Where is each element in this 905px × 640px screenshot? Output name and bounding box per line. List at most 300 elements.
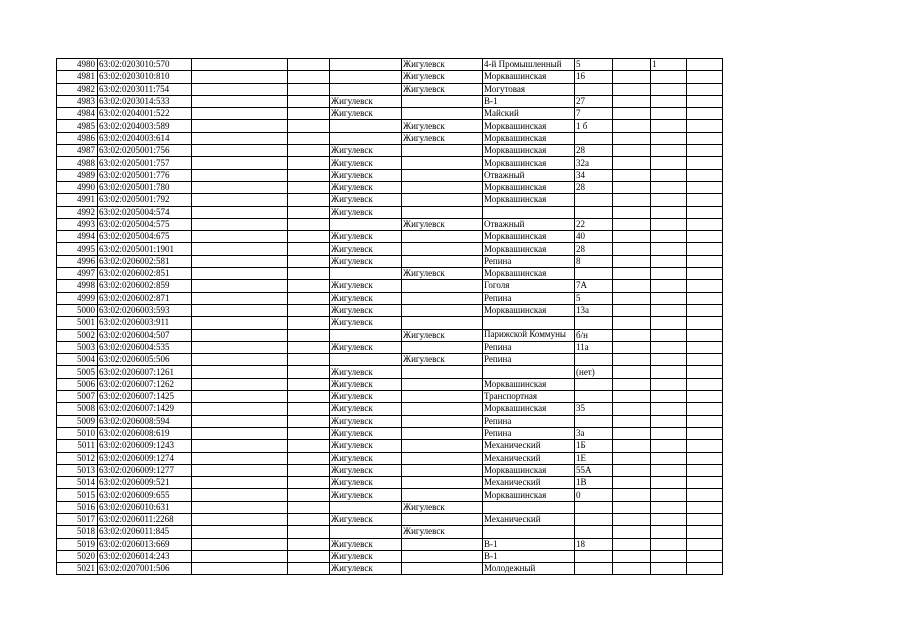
cell-row-number[interactable]: 5002 [57, 329, 98, 341]
cell-row-number[interactable]: 5017 [57, 513, 98, 525]
cell-cadastral-number[interactable]: 63:02:0206009:655 [98, 489, 192, 501]
cell-city-b[interactable] [402, 452, 483, 464]
cell-col-11[interactable] [687, 83, 723, 95]
cell-cadastral-number[interactable]: 63:02:0205004:574 [98, 206, 192, 218]
cell-col-9[interactable] [613, 403, 651, 415]
cell-city-b[interactable] [402, 280, 483, 292]
cell-city-a[interactable]: Жигулевск [330, 489, 402, 501]
cell-cadastral-number[interactable]: 63:02:0205001:776 [98, 169, 192, 181]
cell-row-number[interactable]: 4999 [57, 292, 98, 304]
cell-city-b[interactable] [402, 157, 483, 169]
cell-col-9[interactable] [613, 218, 651, 230]
cell-house-number[interactable] [575, 378, 613, 390]
cell-col-11[interactable] [687, 108, 723, 120]
cell-city-b[interactable] [402, 255, 483, 267]
cell-city-a[interactable]: Жигулевск [330, 366, 402, 378]
cell-city-a[interactable] [330, 120, 402, 132]
cell-col-4[interactable] [288, 501, 330, 513]
cell-city-a[interactable] [330, 71, 402, 83]
cell-col-3[interactable] [192, 341, 288, 353]
cell-cadastral-number[interactable]: 63:02:0206011:845 [98, 526, 192, 538]
cell-col-4[interactable] [288, 489, 330, 501]
cell-city-b[interactable]: Жигулевск [402, 329, 483, 341]
cell-row-number[interactable]: 4990 [57, 181, 98, 193]
cell-house-number[interactable] [575, 501, 613, 513]
cell-house-number[interactable] [575, 132, 613, 144]
cell-house-number[interactable] [575, 354, 613, 366]
cell-cadastral-number[interactable]: 63:02:0204003:589 [98, 120, 192, 132]
cell-city-b[interactable]: Жигулевск [402, 268, 483, 280]
cell-col-3[interactable] [192, 218, 288, 230]
cell-street[interactable]: Морквашинская [483, 268, 575, 280]
cell-col-3[interactable] [192, 181, 288, 193]
cell-row-number[interactable]: 4986 [57, 132, 98, 144]
cell-cadastral-number[interactable]: 63:02:0206002:871 [98, 292, 192, 304]
cell-col-10[interactable] [651, 341, 687, 353]
cell-col-11[interactable] [687, 157, 723, 169]
cell-cadastral-number[interactable]: 63:02:0204001:522 [98, 108, 192, 120]
cell-city-b[interactable]: Жигулевск [402, 218, 483, 230]
cell-street[interactable]: Молодежный [483, 563, 575, 575]
cell-col-9[interactable] [613, 452, 651, 464]
cell-row-number[interactable]: 5016 [57, 501, 98, 513]
cell-city-b[interactable] [402, 378, 483, 390]
cell-col-3[interactable] [192, 513, 288, 525]
cell-row-number[interactable]: 4998 [57, 280, 98, 292]
cell-street[interactable]: Майский [483, 108, 575, 120]
cell-col-9[interactable] [613, 255, 651, 267]
cell-city-b[interactable] [402, 366, 483, 378]
cell-col-9[interactable] [613, 206, 651, 218]
cell-col-3[interactable] [192, 145, 288, 157]
cell-row-number[interactable]: 4989 [57, 169, 98, 181]
cell-street[interactable]: Репина [483, 341, 575, 353]
cell-city-a[interactable] [330, 59, 402, 71]
cell-cadastral-number[interactable]: 63:02:0206009:1243 [98, 440, 192, 452]
cell-street[interactable]: Морквашинская [483, 145, 575, 157]
cell-house-number[interactable]: 16 [575, 71, 613, 83]
cell-col-10[interactable] [651, 513, 687, 525]
cell-house-number[interactable]: 28 [575, 243, 613, 255]
cell-city-b[interactable] [402, 95, 483, 107]
cell-house-number[interactable]: 55А [575, 464, 613, 476]
cell-street[interactable] [483, 317, 575, 329]
cell-house-number[interactable] [575, 194, 613, 206]
cell-row-number[interactable]: 4995 [57, 243, 98, 255]
cell-col-10[interactable] [651, 157, 687, 169]
cell-col-10[interactable] [651, 292, 687, 304]
cell-col-3[interactable] [192, 268, 288, 280]
cell-row-number[interactable]: 4983 [57, 95, 98, 107]
cell-house-number[interactable]: 28 [575, 145, 613, 157]
cell-col-9[interactable] [613, 120, 651, 132]
cell-col-10[interactable] [651, 464, 687, 476]
cell-col-3[interactable] [192, 489, 288, 501]
cell-col-9[interactable] [613, 341, 651, 353]
cell-house-number[interactable]: 5 [575, 292, 613, 304]
cell-house-number[interactable]: 28 [575, 181, 613, 193]
cell-col-11[interactable] [687, 341, 723, 353]
cell-col-4[interactable] [288, 231, 330, 243]
cell-col-10[interactable] [651, 538, 687, 550]
cell-cadastral-number[interactable]: 63:02:0206008:619 [98, 427, 192, 439]
cell-street[interactable]: Морквашинская [483, 464, 575, 476]
cell-house-number[interactable]: 34 [575, 169, 613, 181]
cell-col-11[interactable] [687, 452, 723, 464]
cell-cadastral-number[interactable]: 63:02:0207001:506 [98, 563, 192, 575]
cell-col-4[interactable] [288, 354, 330, 366]
cell-col-10[interactable] [651, 194, 687, 206]
cell-col-11[interactable] [687, 280, 723, 292]
cell-col-11[interactable] [687, 489, 723, 501]
cell-cadastral-number[interactable]: 63:02:0206010:631 [98, 501, 192, 513]
cell-house-number[interactable] [575, 563, 613, 575]
cell-col-9[interactable] [613, 292, 651, 304]
cell-street[interactable]: Механический [483, 513, 575, 525]
cell-city-b[interactable] [402, 427, 483, 439]
cell-col-11[interactable] [687, 218, 723, 230]
cell-col-4[interactable] [288, 194, 330, 206]
cell-city-b[interactable]: Жигулевск [402, 71, 483, 83]
cell-col-10[interactable] [651, 181, 687, 193]
cell-city-a[interactable]: Жигулевск [330, 391, 402, 403]
cell-row-number[interactable]: 4991 [57, 194, 98, 206]
cell-col-3[interactable] [192, 427, 288, 439]
cell-city-a[interactable]: Жигулевск [330, 427, 402, 439]
cell-house-number[interactable]: 1 б [575, 120, 613, 132]
cell-col-9[interactable] [613, 378, 651, 390]
cell-street[interactable]: Отважный [483, 169, 575, 181]
cell-col-9[interactable] [613, 354, 651, 366]
cell-row-number[interactable]: 5018 [57, 526, 98, 538]
cell-street[interactable]: Морквашинская [483, 120, 575, 132]
cell-row-number[interactable]: 5001 [57, 317, 98, 329]
cell-col-11[interactable] [687, 366, 723, 378]
cell-col-3[interactable] [192, 231, 288, 243]
cell-city-b[interactable] [402, 477, 483, 489]
cell-col-4[interactable] [288, 341, 330, 353]
cell-city-a[interactable] [330, 329, 402, 341]
cell-col-10[interactable] [651, 243, 687, 255]
cell-col-10[interactable] [651, 427, 687, 439]
cell-col-4[interactable] [288, 477, 330, 489]
cell-col-10[interactable] [651, 501, 687, 513]
cell-col-9[interactable] [613, 157, 651, 169]
cell-city-b[interactable] [402, 391, 483, 403]
cell-street[interactable]: Могутовая [483, 83, 575, 95]
cell-col-4[interactable] [288, 206, 330, 218]
cell-row-number[interactable]: 5010 [57, 427, 98, 439]
cell-row-number[interactable]: 5013 [57, 464, 98, 476]
cell-col-9[interactable] [613, 563, 651, 575]
cell-city-b[interactable] [402, 304, 483, 316]
cell-cadastral-number[interactable]: 63:02:0206008:594 [98, 415, 192, 427]
cell-house-number[interactable] [575, 391, 613, 403]
cell-city-b[interactable] [402, 194, 483, 206]
cell-city-a[interactable]: Жигулевск [330, 145, 402, 157]
cell-city-a[interactable]: Жигулевск [330, 95, 402, 107]
cell-street[interactable]: Репина [483, 255, 575, 267]
cell-col-3[interactable] [192, 317, 288, 329]
cell-col-10[interactable] [651, 108, 687, 120]
cell-street[interactable]: Морквашинская [483, 243, 575, 255]
cell-cadastral-number[interactable]: 63:02:0203010:810 [98, 71, 192, 83]
cell-col-4[interactable] [288, 317, 330, 329]
cell-city-a[interactable]: Жигулевск [330, 440, 402, 452]
cell-row-number[interactable]: 5009 [57, 415, 98, 427]
cell-col-10[interactable] [651, 304, 687, 316]
cell-col-3[interactable] [192, 464, 288, 476]
cell-col-3[interactable] [192, 206, 288, 218]
cell-col-10[interactable] [651, 218, 687, 230]
cell-col-11[interactable] [687, 304, 723, 316]
cell-col-11[interactable] [687, 268, 723, 280]
cell-col-4[interactable] [288, 243, 330, 255]
cell-col-10[interactable] [651, 440, 687, 452]
cell-house-number[interactable] [575, 550, 613, 562]
cell-house-number[interactable]: 7А [575, 280, 613, 292]
cell-col-11[interactable] [687, 513, 723, 525]
cell-city-a[interactable] [330, 83, 402, 95]
cell-col-4[interactable] [288, 83, 330, 95]
cell-col-3[interactable] [192, 255, 288, 267]
cell-col-4[interactable] [288, 464, 330, 476]
cell-house-number[interactable]: 3а [575, 427, 613, 439]
cell-col-4[interactable] [288, 132, 330, 144]
cell-city-a[interactable] [330, 501, 402, 513]
cell-col-3[interactable] [192, 378, 288, 390]
cell-cadastral-number[interactable]: 63:02:0206014:243 [98, 550, 192, 562]
cell-col-10[interactable]: 1 [651, 59, 687, 71]
cell-row-number[interactable]: 4993 [57, 218, 98, 230]
cell-city-b[interactable] [402, 563, 483, 575]
cell-city-b[interactable] [402, 243, 483, 255]
cell-cadastral-number[interactable]: 63:02:0206007:1262 [98, 378, 192, 390]
cell-col-9[interactable] [613, 95, 651, 107]
cell-city-a[interactable]: Жигулевск [330, 194, 402, 206]
cell-cadastral-number[interactable]: 63:02:0206011:2268 [98, 513, 192, 525]
cell-col-4[interactable] [288, 280, 330, 292]
cell-col-9[interactable] [613, 440, 651, 452]
cell-col-3[interactable] [192, 132, 288, 144]
cell-col-10[interactable] [651, 526, 687, 538]
cell-cadastral-number[interactable]: 63:02:0205001:780 [98, 181, 192, 193]
cell-house-number[interactable]: б/н [575, 329, 613, 341]
cell-col-10[interactable] [651, 452, 687, 464]
cell-col-4[interactable] [288, 255, 330, 267]
cell-city-b[interactable] [402, 440, 483, 452]
cell-row-number[interactable]: 4988 [57, 157, 98, 169]
cell-house-number[interactable]: 0 [575, 489, 613, 501]
cell-city-b[interactable] [402, 206, 483, 218]
cell-col-9[interactable] [613, 243, 651, 255]
cell-col-9[interactable] [613, 550, 651, 562]
cell-house-number[interactable]: 18 [575, 538, 613, 550]
cell-cadastral-number[interactable]: 63:02:0206009:1274 [98, 452, 192, 464]
cell-col-9[interactable] [613, 477, 651, 489]
cell-col-10[interactable] [651, 354, 687, 366]
cell-street[interactable]: В-1 [483, 538, 575, 550]
cell-col-3[interactable] [192, 83, 288, 95]
cell-house-number[interactable]: 40 [575, 231, 613, 243]
cell-col-11[interactable] [687, 194, 723, 206]
cell-col-10[interactable] [651, 329, 687, 341]
cell-col-3[interactable] [192, 403, 288, 415]
cell-col-3[interactable] [192, 501, 288, 513]
cell-house-number[interactable]: 35 [575, 403, 613, 415]
cell-col-11[interactable] [687, 415, 723, 427]
cell-city-a[interactable]: Жигулевск [330, 280, 402, 292]
cell-col-10[interactable] [651, 95, 687, 107]
cell-cadastral-number[interactable]: 63:02:0205001:756 [98, 145, 192, 157]
cell-col-10[interactable] [651, 391, 687, 403]
cell-cadastral-number[interactable]: 63:02:0206004:535 [98, 341, 192, 353]
cell-col-3[interactable] [192, 292, 288, 304]
cell-street[interactable]: 4-й Промышленный [483, 59, 575, 71]
cell-house-number[interactable]: 11а [575, 341, 613, 353]
cell-city-b[interactable] [402, 464, 483, 476]
cell-city-b[interactable]: Жигулевск [402, 526, 483, 538]
cell-col-9[interactable] [613, 464, 651, 476]
cell-street[interactable]: Морквашинская [483, 71, 575, 83]
cell-col-9[interactable] [613, 538, 651, 550]
cell-col-3[interactable] [192, 550, 288, 562]
cell-cadastral-number[interactable]: 63:02:0206005:506 [98, 354, 192, 366]
cell-street[interactable]: Морквашинская [483, 194, 575, 206]
cell-col-10[interactable] [651, 231, 687, 243]
cell-house-number[interactable]: 1В [575, 477, 613, 489]
cell-cadastral-number[interactable]: 63:02:0206002:581 [98, 255, 192, 267]
cell-col-9[interactable] [613, 132, 651, 144]
cell-city-a[interactable]: Жигулевск [330, 292, 402, 304]
cell-cadastral-number[interactable]: 63:02:0205001:757 [98, 157, 192, 169]
cell-street[interactable]: Механический [483, 440, 575, 452]
cell-col-11[interactable] [687, 231, 723, 243]
cell-col-3[interactable] [192, 280, 288, 292]
cell-col-11[interactable] [687, 120, 723, 132]
cell-cadastral-number[interactable]: 63:02:0205004:675 [98, 231, 192, 243]
cell-city-a[interactable] [330, 268, 402, 280]
cell-cadastral-number[interactable]: 63:02:0206007:1425 [98, 391, 192, 403]
cell-street[interactable]: Механический [483, 452, 575, 464]
cell-col-10[interactable] [651, 169, 687, 181]
cell-col-3[interactable] [192, 329, 288, 341]
cell-row-number[interactable]: 5020 [57, 550, 98, 562]
cell-col-11[interactable] [687, 501, 723, 513]
cell-col-10[interactable] [651, 206, 687, 218]
cell-house-number[interactable]: 1Б [575, 440, 613, 452]
cell-col-4[interactable] [288, 71, 330, 83]
cell-col-3[interactable] [192, 440, 288, 452]
cell-col-9[interactable] [613, 526, 651, 538]
cell-street[interactable]: Репина [483, 354, 575, 366]
cell-col-11[interactable] [687, 563, 723, 575]
cell-col-10[interactable] [651, 71, 687, 83]
cell-city-a[interactable] [330, 132, 402, 144]
cell-city-b[interactable] [402, 415, 483, 427]
cell-col-3[interactable] [192, 477, 288, 489]
cell-street[interactable]: Гоголя [483, 280, 575, 292]
cell-col-11[interactable] [687, 181, 723, 193]
cell-city-b[interactable] [402, 489, 483, 501]
cell-street[interactable] [483, 501, 575, 513]
cell-city-a[interactable]: Жигулевск [330, 317, 402, 329]
cell-col-10[interactable] [651, 132, 687, 144]
cell-row-number[interactable]: 5012 [57, 452, 98, 464]
cell-col-4[interactable] [288, 181, 330, 193]
cell-row-number[interactable]: 4997 [57, 268, 98, 280]
cell-city-b[interactable] [402, 292, 483, 304]
cell-row-number[interactable]: 5015 [57, 489, 98, 501]
cell-street[interactable]: Репина [483, 292, 575, 304]
cell-col-10[interactable] [651, 378, 687, 390]
cell-street[interactable]: Морквашинская [483, 231, 575, 243]
cell-col-3[interactable] [192, 452, 288, 464]
cell-col-10[interactable] [651, 415, 687, 427]
cell-col-9[interactable] [613, 317, 651, 329]
cell-house-number[interactable]: (нет) [575, 366, 613, 378]
cell-col-4[interactable] [288, 452, 330, 464]
cell-col-3[interactable] [192, 194, 288, 206]
cell-row-number[interactable]: 4994 [57, 231, 98, 243]
cell-street[interactable]: Морквашинская [483, 181, 575, 193]
cell-col-9[interactable] [613, 108, 651, 120]
cell-house-number[interactable] [575, 415, 613, 427]
cell-row-number[interactable]: 5021 [57, 563, 98, 575]
cell-cadastral-number[interactable]: 63:02:0205004:575 [98, 218, 192, 230]
cell-city-a[interactable]: Жигулевск [330, 341, 402, 353]
cell-col-9[interactable] [613, 513, 651, 525]
cell-col-3[interactable] [192, 354, 288, 366]
cell-row-number[interactable]: 5003 [57, 341, 98, 353]
cell-cadastral-number[interactable]: 63:02:0203011:754 [98, 83, 192, 95]
cell-city-a[interactable]: Жигулевск [330, 181, 402, 193]
cell-col-9[interactable] [613, 280, 651, 292]
cell-col-3[interactable] [192, 526, 288, 538]
cell-cadastral-number[interactable]: 63:02:0203010:570 [98, 59, 192, 71]
cell-city-b[interactable]: Жигулевск [402, 83, 483, 95]
cell-house-number[interactable]: 27 [575, 95, 613, 107]
cell-col-10[interactable] [651, 120, 687, 132]
cell-house-number[interactable] [575, 513, 613, 525]
cell-col-4[interactable] [288, 108, 330, 120]
cell-col-4[interactable] [288, 403, 330, 415]
cell-row-number[interactable]: 4982 [57, 83, 98, 95]
cell-street[interactable]: Транспортная [483, 391, 575, 403]
cell-row-number[interactable]: 5014 [57, 477, 98, 489]
cell-col-9[interactable] [613, 83, 651, 95]
cell-city-a[interactable] [330, 354, 402, 366]
cell-city-a[interactable]: Жигулевск [330, 255, 402, 267]
cell-col-9[interactable] [613, 427, 651, 439]
cell-col-11[interactable] [687, 169, 723, 181]
cell-street[interactable]: Морквашинская [483, 157, 575, 169]
cell-col-11[interactable] [687, 378, 723, 390]
cell-cadastral-number[interactable]: 63:02:0206007:1261 [98, 366, 192, 378]
cell-col-10[interactable] [651, 477, 687, 489]
cell-city-b[interactable]: Жигулевск [402, 501, 483, 513]
cell-cadastral-number[interactable]: 63:02:0206003:911 [98, 317, 192, 329]
cell-row-number[interactable]: 5000 [57, 304, 98, 316]
cell-row-number[interactable]: 4987 [57, 145, 98, 157]
cell-col-11[interactable] [687, 145, 723, 157]
cell-col-4[interactable] [288, 538, 330, 550]
cell-col-4[interactable] [288, 268, 330, 280]
cell-cadastral-number[interactable]: 63:02:0206002:859 [98, 280, 192, 292]
cell-col-4[interactable] [288, 563, 330, 575]
cell-city-a[interactable]: Жигулевск [330, 231, 402, 243]
cell-city-a[interactable] [330, 218, 402, 230]
